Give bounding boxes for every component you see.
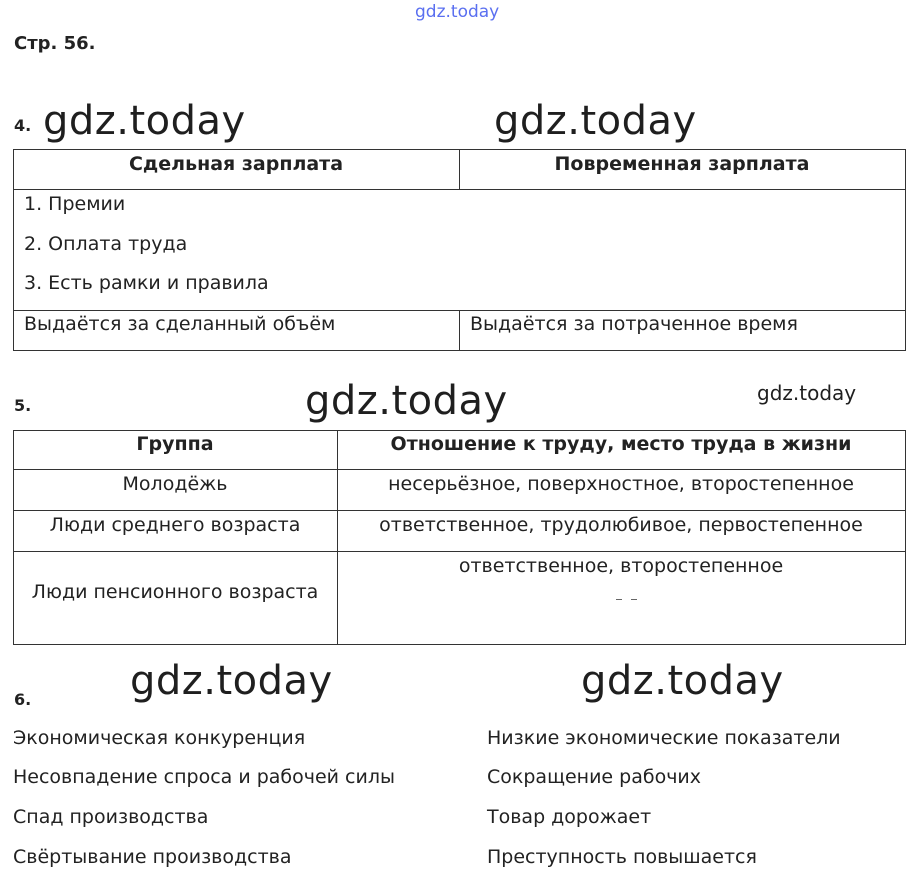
watermark-top: gdz.today xyxy=(415,2,500,22)
task5-header-group: Группа xyxy=(136,433,214,455)
task5-attitude-cell: несерьёзное, поверхностное, второстепенное xyxy=(388,473,854,495)
task4-shared-item: 2. Оплата труда xyxy=(24,233,188,255)
task4-row-cell: Выдаётся за сделанный объём xyxy=(24,313,336,335)
task4-shared-item: 1. Премии xyxy=(24,193,126,215)
task4-header-piecework: Сдельная зарплата xyxy=(128,153,344,175)
task6-consequence: Преступность повышается xyxy=(487,846,757,868)
task5-group-cell: Люди пенсионного возраста xyxy=(31,581,319,603)
task5-group-cell: Люди среднего возраста xyxy=(49,514,301,536)
task6-cause: Экономическая конкуренция xyxy=(13,727,306,749)
task5-attitude-cell: ответственное, второстепенное xyxy=(458,555,784,577)
watermark-task5-small: gdz.today xyxy=(757,381,857,405)
task4-shared-item: 3. Есть рамки и правила xyxy=(24,272,269,294)
task5-attitude-cell: ответственное, трудолюбивое, первостепенное xyxy=(379,514,863,536)
task6-number: 6. xyxy=(14,690,32,709)
watermark-task6-left: gdz.today xyxy=(130,658,333,704)
task4-header-time-based: Повременная зарплата xyxy=(554,153,810,175)
task6-cause: Спад производства xyxy=(13,806,209,828)
task6-cause: Свёртывание производства xyxy=(13,846,292,868)
task4-row-cell: Выдаётся за потраченное время xyxy=(470,313,798,335)
task5-header-attitude: Отношение к труду, место труда в жизни xyxy=(390,433,852,455)
task6-consequence: Сокращение рабочих xyxy=(487,766,702,788)
task5-group-cell: Молодёжь xyxy=(122,473,228,495)
page-title: Стр. 56. xyxy=(14,33,96,54)
watermark-task4-left: gdz.today xyxy=(43,98,246,144)
task6-cause: Несовпадение спроса и рабочей силы xyxy=(13,766,395,788)
watermark-task5-center: gdz.today xyxy=(305,378,508,424)
task6-consequence: Низкие экономические показатели xyxy=(487,727,841,749)
task6-consequence: Товар дорожает xyxy=(487,806,652,828)
task4-number: 4. xyxy=(14,116,32,135)
watermark-task4-right: gdz.today xyxy=(494,98,697,144)
watermark-task6-right: gdz.today xyxy=(581,658,784,704)
task5-number: 5. xyxy=(14,396,32,415)
